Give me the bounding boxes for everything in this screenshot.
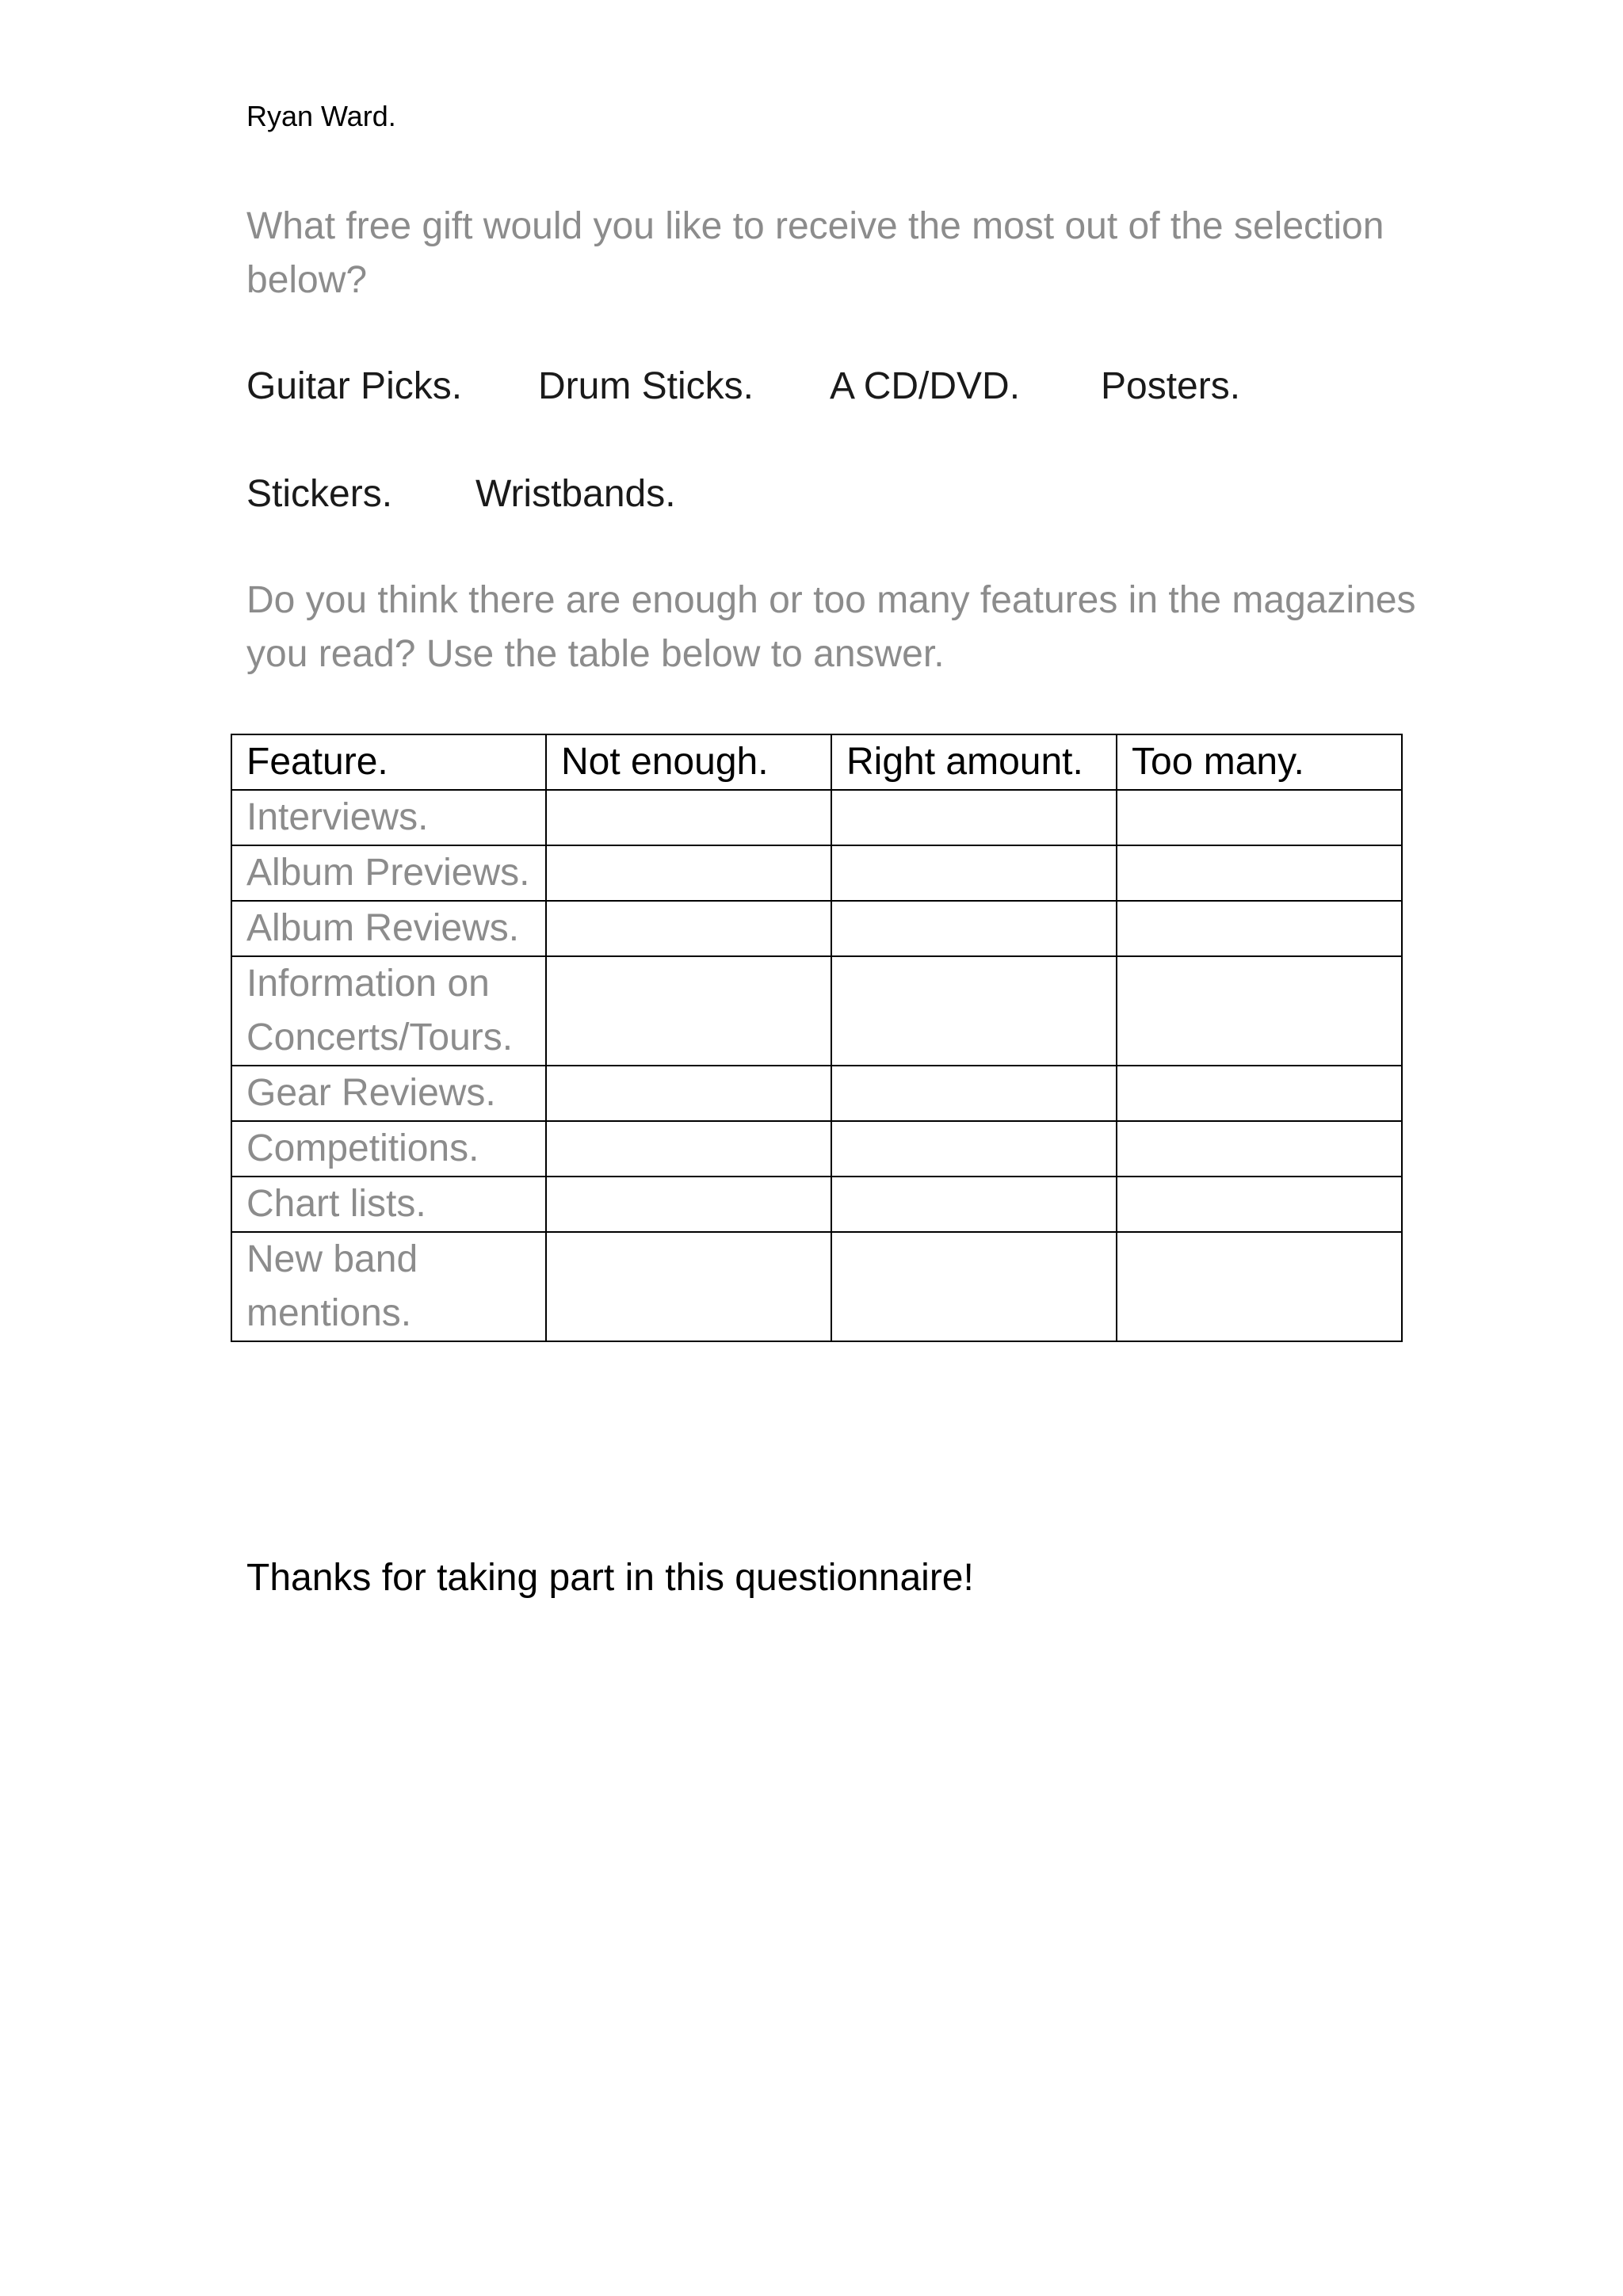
table-header-row — [231, 734, 1402, 790]
question-free-gift: What free gift would you like to receive the most out of the selection below? — [246, 205, 1384, 301]
answer-cell-right-amount[interactable] — [831, 1177, 1117, 1232]
answer-cell-too-many[interactable] — [1117, 1177, 1402, 1232]
gift-option-drum-sticks: Drum Sticks. — [538, 365, 754, 407]
answer-cell-too-many[interactable] — [1117, 790, 1402, 845]
header-not-enough: Not enough. — [546, 734, 831, 790]
answer-cell-too-many[interactable] — [1117, 1232, 1402, 1341]
table-row — [231, 790, 1402, 845]
table-row — [231, 956, 1402, 1066]
feature-concert-info: Information on Concerts/Tours. — [231, 956, 546, 1066]
header-feature: Feature. — [231, 734, 546, 790]
answer-cell-too-many[interactable] — [1117, 845, 1402, 901]
answer-cell-too-many[interactable] — [1117, 901, 1402, 956]
features-table — [231, 734, 1403, 1342]
answer-cell-too-many[interactable] — [1117, 1121, 1402, 1177]
answer-cell-not-enough[interactable] — [546, 1177, 831, 1232]
answer-cell-right-amount[interactable] — [831, 1121, 1117, 1177]
answer-cell-right-amount[interactable] — [831, 956, 1117, 1066]
table-row — [231, 1177, 1402, 1232]
author-name: Ryan Ward. — [246, 100, 396, 132]
answer-cell-not-enough[interactable] — [546, 956, 831, 1066]
table-row — [231, 845, 1402, 901]
feature-chart-lists: Chart lists. — [231, 1177, 546, 1232]
answer-cell-right-amount[interactable] — [831, 790, 1117, 845]
feature-new-band-mentions: New band mentions. — [231, 1232, 546, 1341]
feature-album-previews: Album Previews. — [231, 845, 546, 901]
answer-cell-not-enough[interactable] — [546, 790, 831, 845]
header-too-many: Too many. — [1117, 734, 1402, 790]
table-row — [231, 1121, 1402, 1177]
answer-cell-not-enough[interactable] — [546, 1121, 831, 1177]
table-row — [231, 901, 1402, 956]
answer-cell-right-amount[interactable] — [831, 845, 1117, 901]
answer-cell-not-enough[interactable] — [546, 845, 831, 901]
answer-cell-not-enough[interactable] — [546, 1066, 831, 1121]
answer-cell-right-amount[interactable] — [831, 901, 1117, 956]
question-magazine-features: Do you think there are enough or too many features in the magazines you read? Use the table below to answer. — [246, 579, 1416, 675]
table-row — [231, 1066, 1402, 1121]
gift-option-posters: Posters. — [1101, 365, 1241, 407]
feature-album-reviews: Album Reviews. — [231, 901, 546, 956]
table-row — [231, 1232, 1402, 1341]
answer-cell-right-amount[interactable] — [831, 1232, 1117, 1341]
feature-competitions: Competitions. — [231, 1121, 546, 1177]
header-right-amount: Right amount. — [831, 734, 1117, 790]
gift-option-cd-dvd: A CD/DVD. — [830, 365, 1021, 407]
gift-option-wristbands: Wristbands. — [475, 473, 676, 515]
answer-cell-too-many[interactable] — [1117, 1066, 1402, 1121]
answer-cell-too-many[interactable] — [1117, 956, 1402, 1066]
gift-option-guitar-picks: Guitar Picks. — [246, 365, 463, 407]
answer-cell-right-amount[interactable] — [831, 1066, 1117, 1121]
gift-option-stickers: Stickers. — [246, 473, 393, 515]
answer-cell-not-enough[interactable] — [546, 1232, 831, 1341]
thanks-message: Thanks for taking part in this questionnaire! — [246, 1557, 974, 1599]
feature-interviews: Interviews. — [231, 790, 546, 845]
feature-gear-reviews: Gear Reviews. — [231, 1066, 546, 1121]
answer-cell-not-enough[interactable] — [546, 901, 831, 956]
